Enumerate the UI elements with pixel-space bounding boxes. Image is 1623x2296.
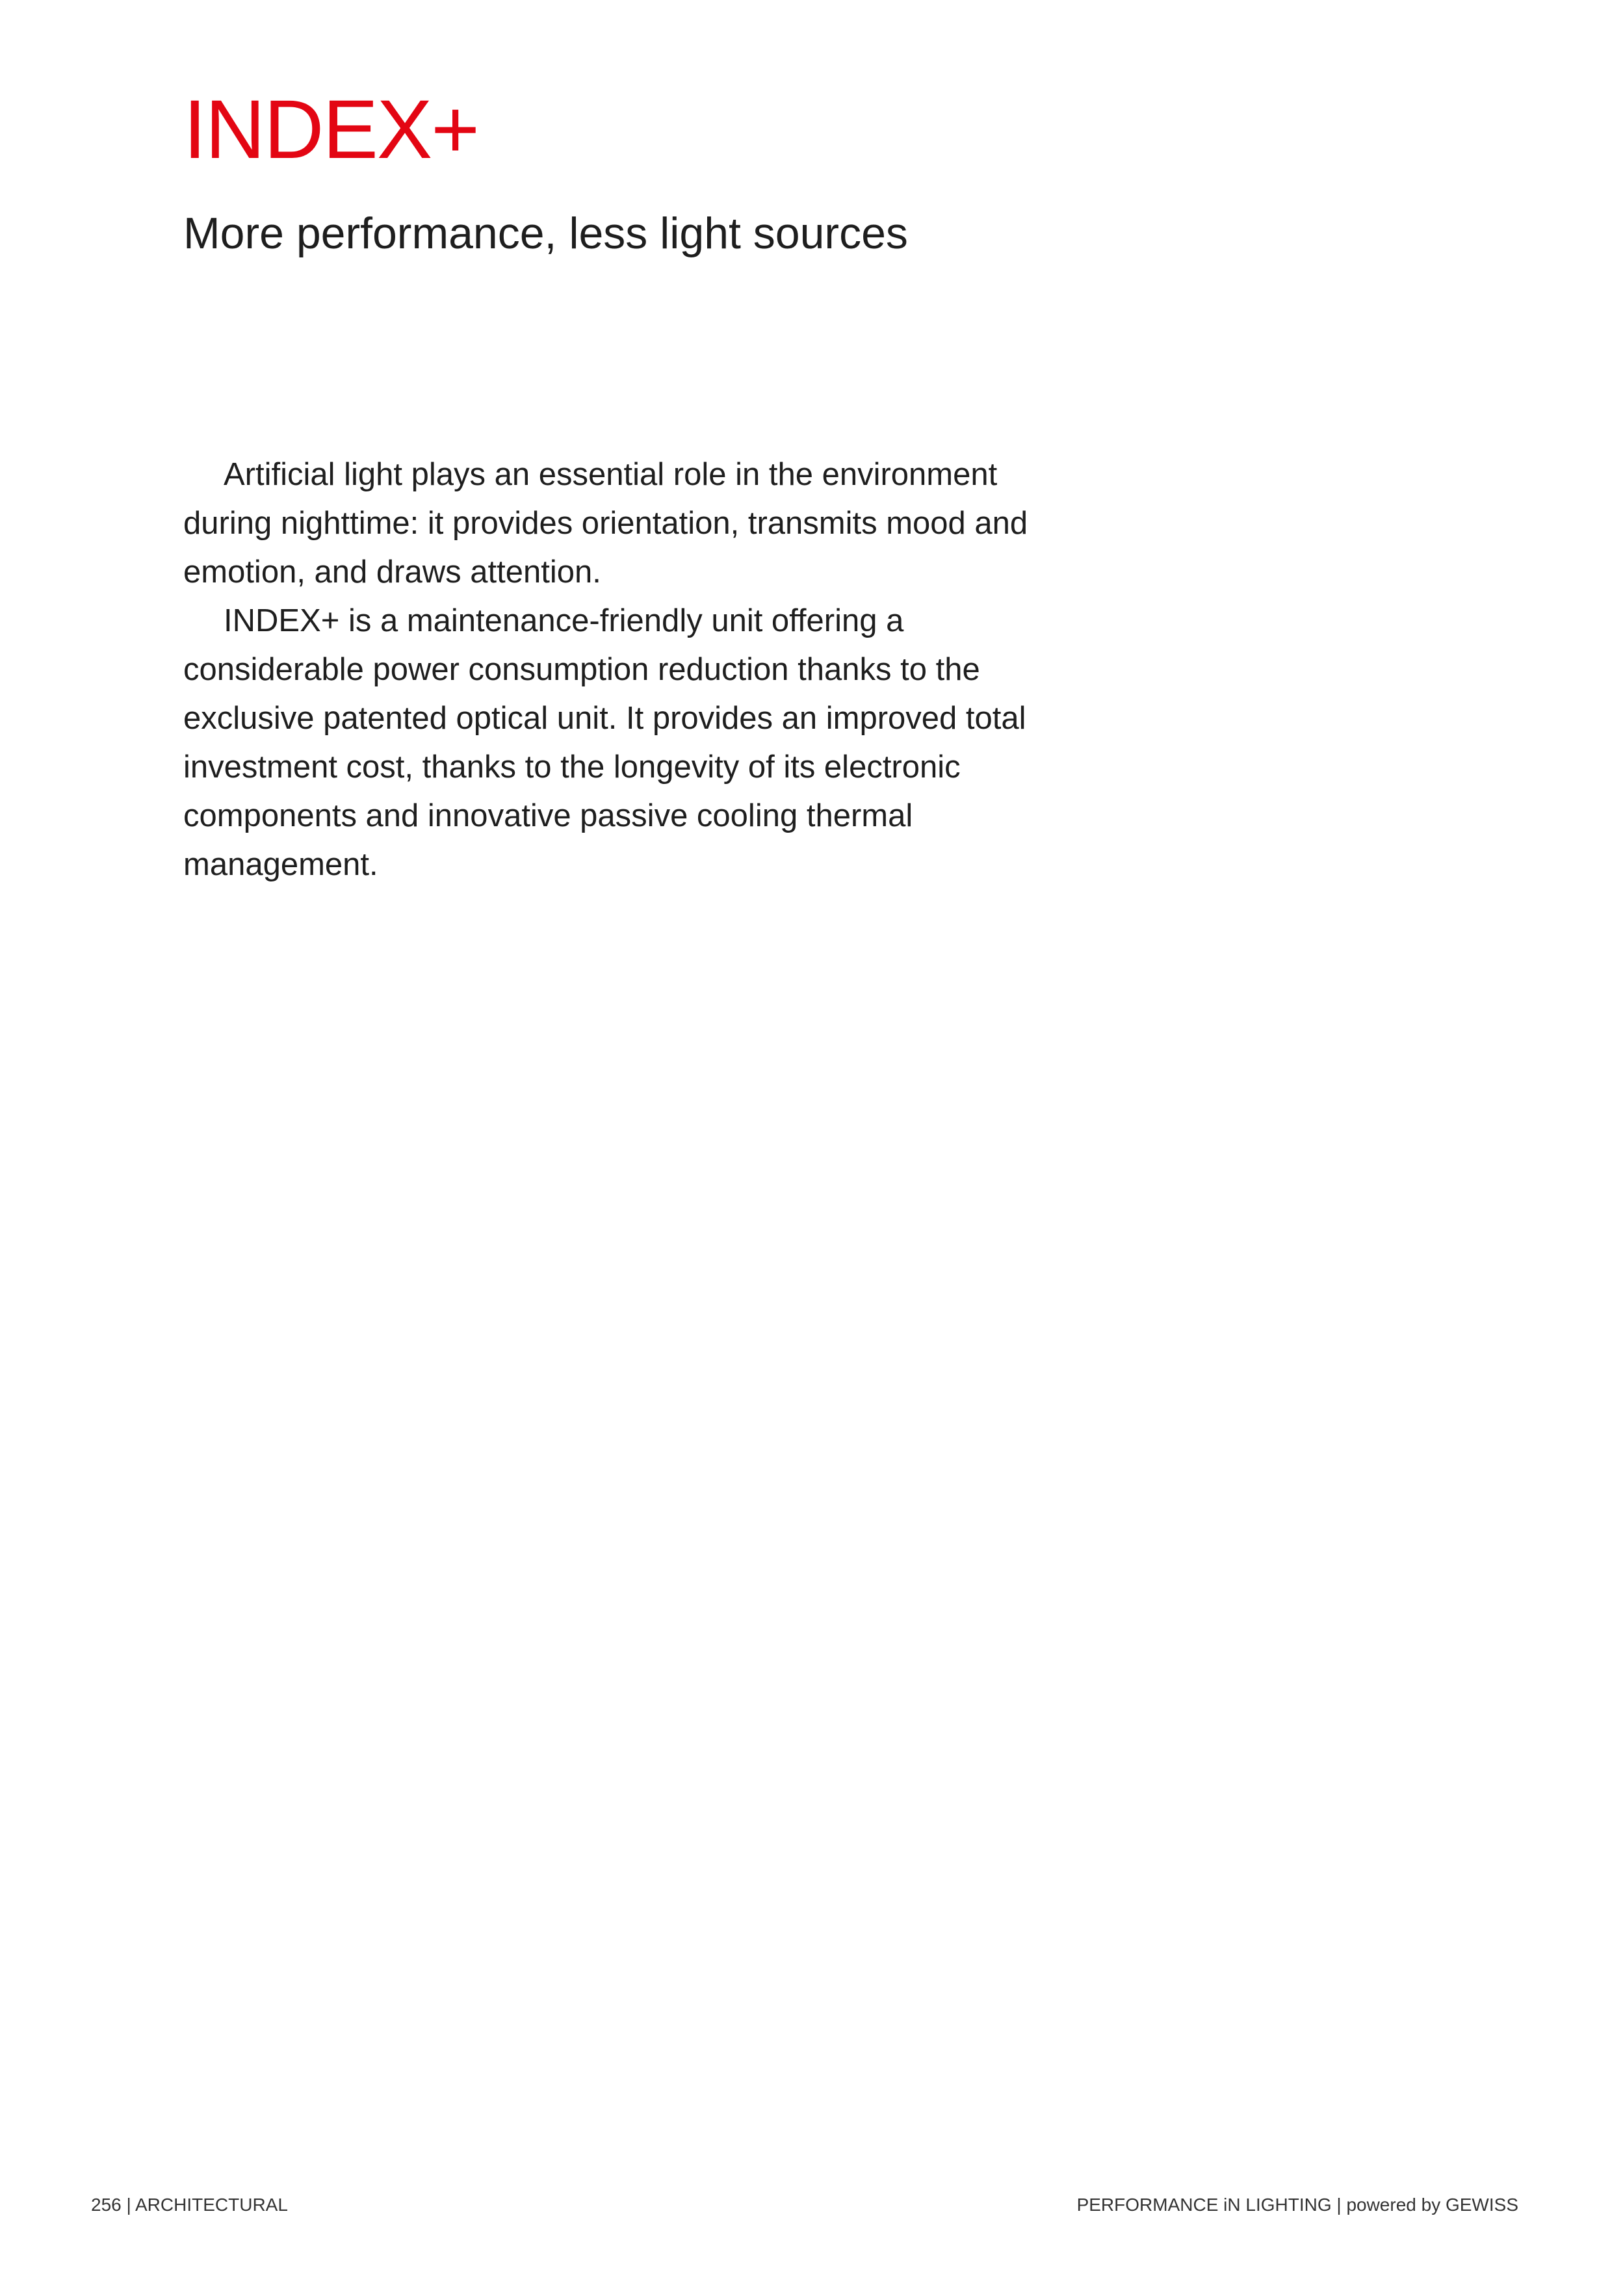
footer-brand: PERFORMANCE iN LIGHTING | powered by GEWISS (1076, 2195, 1518, 2215)
paragraph-intro: Artificial light plays an essential role in the environment during nighttime: it provides orientation, transmits mood and emotion, and draws attention. (183, 457, 1028, 590)
footer-page-section: 256 | ARCHITECTURAL (91, 2195, 288, 2215)
body-text (183, 450, 1054, 889)
page-subtitle: More performance, less light sources (183, 209, 908, 258)
paragraph-description: INDEX+ is a maintenance-friendly unit offering a considerable power consumption reduction thanks to the exclusive patented optical unit. It provides an improved total investment cost, thanks to the longevity of its electronic components and innovative passive cooling thermal management. (183, 603, 1026, 882)
page-title: INDEX+ (183, 83, 478, 176)
